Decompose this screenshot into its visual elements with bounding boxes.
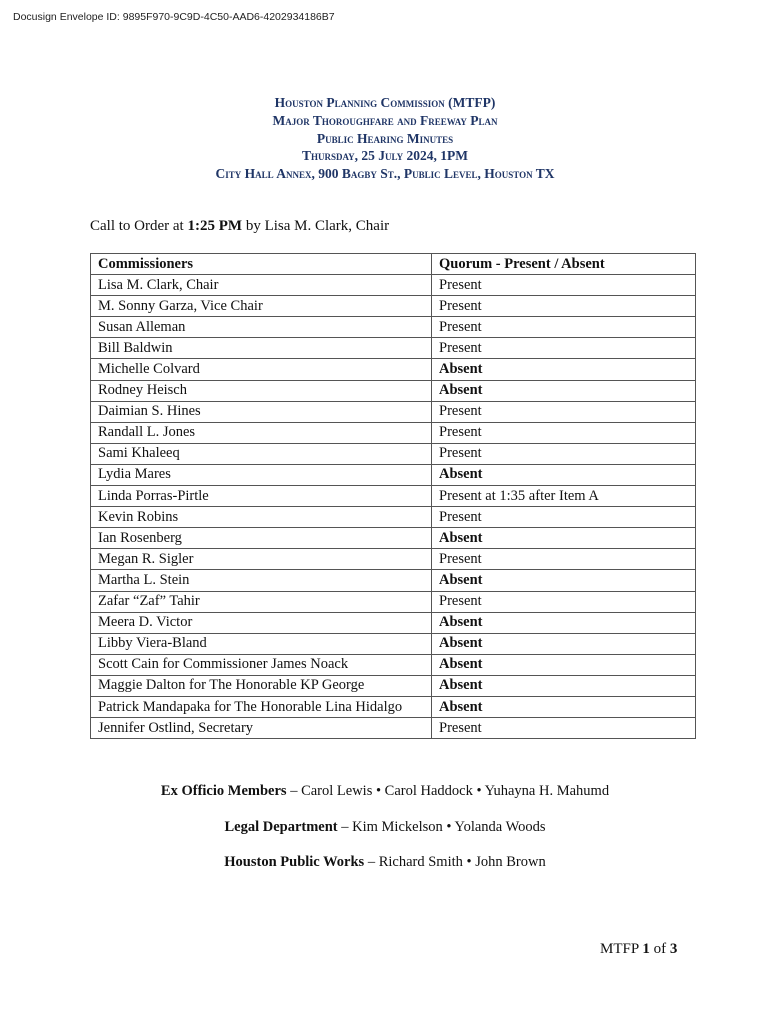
commissioner-name: Zafar “Zaf” Tahir <box>91 591 432 612</box>
table-row <box>91 696 696 717</box>
attendance-status: Absent <box>432 528 696 549</box>
table-row <box>91 675 696 696</box>
attendance-status: Absent <box>432 654 696 675</box>
call-to-order-time: 1:25 PM <box>187 218 243 234</box>
table-row <box>91 296 696 317</box>
table-row <box>91 359 696 380</box>
table-row <box>91 464 696 485</box>
table-row <box>91 633 696 654</box>
attendance-status: Absent <box>432 696 696 717</box>
attendance-status: Present <box>432 718 696 739</box>
attendance-table <box>90 253 696 739</box>
commissioner-name: Maggie Dalton for The Honorable KP George <box>91 675 432 696</box>
commissioner-name: Lisa M. Clark, Chair <box>91 275 432 296</box>
column-header-quorum: Quorum - Present / Absent <box>432 254 696 275</box>
attendance-status: Present <box>432 549 696 570</box>
commissioner-name: Bill Baldwin <box>91 338 432 359</box>
table-row <box>91 570 696 591</box>
attendance-status: Present <box>432 443 696 464</box>
attendance-status: Absent <box>432 464 696 485</box>
header-plan: Major Thoroughfare and Freeway Plan <box>272 112 498 128</box>
commissioner-name: Lydia Mares <box>91 464 432 485</box>
commissioner-name: Kevin Robins <box>91 507 432 528</box>
houston-public-works: Houston Public Works – Richard Smith • John Brown <box>224 854 546 870</box>
table-row <box>91 528 696 549</box>
attendance-status: Present <box>432 591 696 612</box>
attendance-status: Present <box>432 507 696 528</box>
ex-officio-members: Ex Officio Members – Carol Lewis • Carol Haddock • Yuhayna H. Mahumd <box>160 783 610 799</box>
attendance-status: Present <box>432 401 696 422</box>
attendance-table-header <box>91 254 696 275</box>
attendance-status: Absent <box>432 380 696 401</box>
commissioner-name: Megan R. Sigler <box>91 549 432 570</box>
table-row <box>91 380 696 401</box>
legal-department: Legal Department – Kim Mickelson • Yolanda Woods <box>224 819 546 835</box>
table-row <box>91 317 696 338</box>
attendance-status: Absent <box>432 612 696 633</box>
table-row <box>91 718 696 739</box>
attendance-status: Present <box>432 275 696 296</box>
commissioner-name: Daimian S. Hines <box>91 401 432 422</box>
header-location: City Hall Annex, 900 Bagby St., Public Level, Houston TX <box>215 166 555 182</box>
table-row <box>91 486 696 507</box>
call-to-order: Call to Order at 1:25 PM by Lisa M. Clark, Chair <box>90 218 390 234</box>
commissioner-name: Randall L. Jones <box>91 422 432 443</box>
header-commission: Houston Planning Commission (MTFP) <box>274 95 496 110</box>
table-row <box>91 654 696 675</box>
commissioner-name: Rodney Heisch <box>91 380 432 401</box>
commissioner-name: Libby Viera-Bland <box>91 633 432 654</box>
commissioner-name: Linda Porras-Pirtle <box>91 486 432 507</box>
table-row <box>91 275 696 296</box>
commissioner-name: Michelle Colvard <box>91 359 432 380</box>
table-row <box>91 549 696 570</box>
document-header <box>0 94 770 183</box>
commissioner-name: Ian Rosenberg <box>91 528 432 549</box>
commissioner-name: Patrick Mandapaka for The Honorable Lina Hidalgo <box>91 696 432 717</box>
table-row <box>91 591 696 612</box>
table-row <box>91 401 696 422</box>
attendance-status: Present <box>432 317 696 338</box>
attendance-status: Present <box>432 338 696 359</box>
table-row <box>91 443 696 464</box>
header-minutes: Public Hearing Minutes <box>316 130 454 146</box>
table-row <box>91 338 696 359</box>
attendance-status: Absent <box>432 675 696 696</box>
commissioner-name: Sami Khaleeq <box>91 443 432 464</box>
attendance-status: Absent <box>432 633 696 654</box>
attendance-status: Present <box>432 296 696 317</box>
commissioner-name: M. Sonny Garza, Vice Chair <box>91 296 432 317</box>
column-header-commissioners: Commissioners <box>91 254 432 275</box>
commissioner-name: Jennifer Ostlind, Secretary <box>91 718 432 739</box>
attendance-status: Present at 1:35 after Item A <box>432 486 696 507</box>
header-date: Thursday, 25 July 2024, 1PM <box>301 148 469 164</box>
attendance-status: Present <box>432 422 696 443</box>
commissioner-name: Martha L. Stein <box>91 570 432 591</box>
docusign-envelope-id: Docusign Envelope ID: 9895F970-9C9D-4C50-AAD6-4202934186B7 <box>13 11 335 23</box>
commissioner-name: Susan Alleman <box>91 317 432 338</box>
page-number: MTFP 1 of 3 <box>600 941 678 957</box>
attendance-status: Absent <box>432 359 696 380</box>
table-row <box>91 422 696 443</box>
attendance-status: Absent <box>432 570 696 591</box>
table-row <box>91 507 696 528</box>
commissioner-name: Meera D. Victor <box>91 612 432 633</box>
table-row <box>91 612 696 633</box>
commissioner-name: Scott Cain for Commissioner James Noack <box>91 654 432 675</box>
